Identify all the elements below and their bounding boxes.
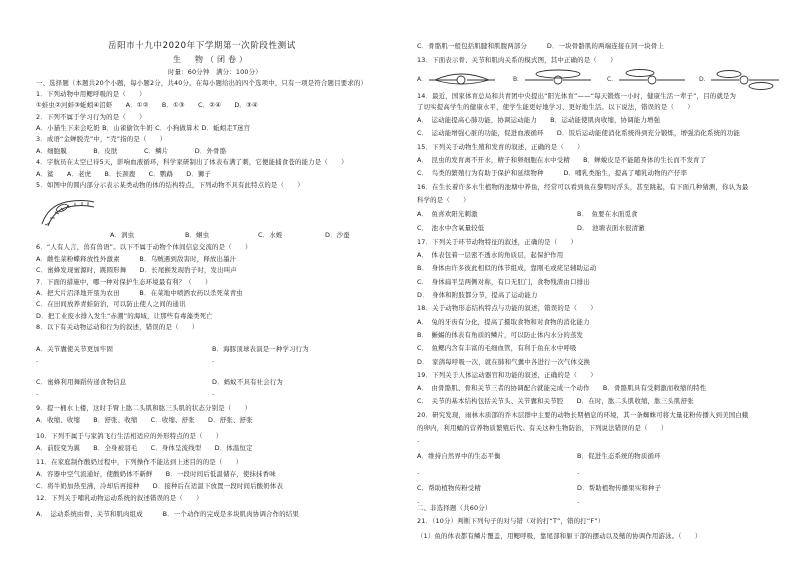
- question-3: 3．成语“金蝉脱壳”中，“壳”指的是（ ）: [36, 135, 167, 143]
- question-10: 10．下列不属于与家鸽飞行生活相适应的外形特点的是（ ）: [36, 432, 223, 440]
- question-8-option-a: A．关节囊使关节更加牢固: [36, 345, 114, 353]
- question-12-options-ab: A． 运动系统由骨、关节和肌肉组成 B．一个动作的完成是多块肌肉协调合作的结果: [36, 510, 299, 518]
- question-6-options-ab: A．雌性菜粉蝶释放性外激素 B．乌贼遇到敌害时，释放出墨汁: [36, 255, 237, 263]
- question-4: 4．宇航员在太空已待5天，影响血液循环，科学家研制出了体表布满了刺，它便能捕食苍的能力是（ ）: [36, 158, 348, 166]
- section-one-heading: 一、选择题（本题共20个小题，每小题2分，共40分。在每小题给出的四个选项中，只有一项是符合题目要求的）: [36, 79, 368, 87]
- question-2-options: A．小猫生下来会吃奶 B．山雀偷饮牛奶 C．小狗做算术 D．蚯蚓走T迷宫: [36, 124, 251, 132]
- question-8-option-b: B．海豚顶球表演是一种学习行为: [212, 345, 309, 353]
- question-20-cont: 的卵内，利用蛹的营养物质繁殖后代。有关这种生物防治，下列说法错误的是（ ）: [417, 424, 668, 432]
- question-21: 21．（10分）判断下列句子的对与错（对的打“T”，错的打“F”）: [417, 517, 605, 525]
- right-column: [397, 0, 794, 562]
- question-9: 9．提一桶水上楼，这时手臂上肱二头肌和肱三头肌的状态分别是（ ）: [36, 404, 252, 412]
- question-4-options: A．鲨 A．老虎 B．长颈鹿 C．鹦鹉 D．狮子: [36, 170, 212, 178]
- question-7-options-ab: A．把大片沼泽地开垦为农田 B．在菜地中喷洒农药以杀死菜青虫: [36, 289, 243, 297]
- question-6: 6．“人有人言，兽有兽语”。以下不属于动物个体间信息交流的是（ ）: [36, 243, 252, 251]
- question-15: 15．下列关于动物生殖和发育的叙述，正确的是（ ）: [417, 143, 584, 151]
- question-17-option-a: A． 体表包着一层密不透水的角质层，起保护作用: [417, 251, 564, 259]
- question-16-cont: 科学的是（ ）: [417, 196, 470, 204]
- question-16-option-a: A． 鱼喜欢阳光刺激: [417, 210, 478, 218]
- blank-dot: .: [36, 356, 39, 364]
- blank-dot: .: [36, 389, 39, 397]
- question-13: 13．下面表示骨、关节和肌肉关系的模式图，其中正确的是（ ）: [417, 56, 617, 64]
- question-16: 16．在生长着许多水生植物的池塘中养鱼，经常可以看到鱼在黎明时浮头，甚至跳起，有下面几种猜测，你认为最: [417, 183, 749, 191]
- question-17-option-b: B． 身体由许多彼此相似的体节组成，靠刚毛或疣足辅助运动: [417, 264, 597, 272]
- question-1-options: ①蛙虫②河蚌③蚯蚓④沼虾 A．①② B．①③ C．②④ D．③④: [36, 101, 258, 109]
- blank-dot: .: [577, 468, 580, 476]
- figure-c: [607, 70, 685, 85]
- question-11-options-cd: C．将牛奶加热至沸，冷却后再接种 D．接种后在适温下放置一段时间后酸奶体表: [36, 482, 284, 490]
- question-6-options-cd: C．蜜蜂发现蜜源时，跳圆形舞 D．长尾猴发现豹子时，发出叫声: [36, 266, 237, 274]
- question-20-option-b: B．促进生态系统的物质循环: [577, 452, 661, 460]
- blank-dot: .: [212, 356, 215, 364]
- svg-text:D．: D．: [699, 76, 710, 83]
- question-5-option-d: D．沙蚕: [325, 231, 350, 239]
- question-7-option-d: D．把工业废水排入发生“赤潮”的海域，让那些有毒藻类死亡: [36, 312, 213, 320]
- question-10-options: A．前肢变为翼 B．全身被羽毛 C．身体呈流线型 D．体温恒定: [36, 444, 253, 452]
- question-5-option-a: A．涡虫: [110, 231, 135, 239]
- question-9-options: A．收缩、收缩 B．舒张、收缩 C．收缩、舒张 D．舒张、舒张: [36, 416, 253, 424]
- question-16-option-c: C． 池水中含氧量较低: [417, 224, 485, 232]
- question-12: 12．下列关于哺乳动物运动系统的叙述错误的是（ ）: [36, 494, 203, 502]
- question-17-option-d: D． 身体和附肢都分节，提高了运动能力: [417, 291, 538, 299]
- question-16-option-d: D． 池塘表面水很清澈: [577, 224, 645, 232]
- blank-dot: .: [577, 497, 580, 505]
- question-19-options-ab: A． 由骨骼肌、骨和关节三者的协调配合就能完成一个动作 B．骨骼肌具有受刺激而收缩的特性: [417, 384, 707, 392]
- svg-text:A．: A．: [417, 76, 428, 83]
- question-17: 17．下列关于环节动物特征的叙述，正确的是（ ）: [417, 238, 578, 246]
- question-11: 11．在家庭制作酸奶过程中，下列操作不能达到上述目的的是（ ）: [36, 458, 243, 466]
- section-two-heading: 二、非选择题（共60分）: [417, 504, 492, 512]
- question-8-option-c: C．蜜蜂利用舞蹈传递食物信息: [36, 378, 127, 386]
- question-18-option-d: D． 家鸽每呼吸一次，就在肺和气囊中各进行一次气体交换: [417, 358, 591, 366]
- blank-dot: .: [417, 436, 420, 444]
- question-12-options-cd: C．骨骼肌一般包括肌腱和肌腹两部分 D．一块骨骼肌的两端连接在同一块骨上: [417, 42, 665, 50]
- question-21-item-1: （1）鱼的体表都有鳞片覆盖，用鳃呼吸，靠尾部和躯干部的摆动以及鳍的协调作用游泳。（ ）: [417, 532, 702, 540]
- exam-subject: 生 物（闭卷）: [173, 55, 250, 64]
- question-14-options-ab: A． 运动能提高心肺功能，协调运动能力 B．运动能使肌肉收缩，协调能力增强: [417, 116, 661, 124]
- question-17-option-c: C． 身体扁平呈两侧对称，有口无肛门，食物残渣由口排出: [417, 278, 590, 286]
- question-14: 14．最近，国家体育总局和共青团中央提出“阳光体育”——“每天锻炼一小时，健康生活一辈子”，目的就是为: [417, 92, 737, 100]
- exam-meta: 时量：60分钟 满分：100分）: [168, 68, 262, 76]
- question-5: 5．如图中的圆内部分示表示某类动物的体的结构特点，下列动物不具有此特点的是（ ）: [36, 181, 304, 189]
- question-20-option-d: D．帮助植物传播果实和种子: [577, 484, 662, 492]
- question-15-options-ab: A． 昆虫的发育离不开水，精子和卵细胞在水中受精 B．蝉蜕皮是不能随身体的生长而不发育了: [417, 156, 707, 164]
- question-8: 8．以下有关动物运动和行为的叙述，错误的是（ ）: [36, 323, 199, 331]
- exam-title: 岳阳市十九中2020年下学期第一次阶段性测试: [108, 41, 296, 51]
- question-18-option-a: A． 兔的牙齿有分化，提高了摄取食物和对食物的消化能力: [417, 318, 590, 326]
- figure-a: [417, 74, 495, 84]
- question-16-option-b: B． 鱼要在水面觅食: [577, 210, 638, 218]
- question-7-option-c: C．在田间放养青蛙防治，可以防止使人之间的通讯: [36, 300, 186, 308]
- question-15-options-cd: C． 鸟类的繁殖行为有助于保护和延续物种 D．哺乳类胎生，提高了哺乳动物的产仔率: [417, 169, 688, 177]
- figure-d: [699, 71, 779, 90]
- question-11-options-ab: A．容器中空气流通好，使酸奶体不新鲜 B．一段时间后低温储存，使抹抹香味: [36, 470, 276, 478]
- svg-text:C．: C．: [607, 76, 618, 83]
- question-8-option-d: D．蚂蚁不具有社会行为: [212, 378, 284, 386]
- question-20-option-c: C．帮助植物传粉受精: [417, 484, 481, 492]
- question-14-cont: 了切实提高学生的健康水平，使学生能更好地学习、更好地生活。以下说法，错误的是（ ）: [417, 103, 694, 111]
- blank-dot: .: [417, 497, 420, 505]
- question-14-options-cd: C． 运动能增强心脏的功能，促进血液循环 D．饭后运动能使消化系统得到充分锻炼，增强消化系统的功能: [417, 129, 740, 137]
- question-18-option-b: B． 蜥蜴的体表有角质的鳞片，可以防止体内水分的蒸发: [417, 331, 584, 339]
- question-1: 1．下列动物中用鳃呼吸的是（ ）: [36, 90, 146, 98]
- blank-dot: .: [212, 389, 215, 397]
- blank-dot: .: [417, 468, 420, 476]
- question-5-option-b: B．蛔虫: [185, 231, 210, 239]
- question-19-options-cd: C． 关节的基本结构包括关节头、关节囊和关节腔 D．在时，肱二头肌收缩，肱三头肌舒张: [417, 397, 694, 405]
- svg-text:B．: B．: [513, 76, 524, 83]
- question-3-options: A．细胞膜 B．皮肤 C．鳞片 D．外骨骼: [36, 147, 227, 155]
- question-7: 7．下面的措施中，哪一种对保护生态环境最有利？（ ）: [36, 278, 212, 286]
- figure-b: [513, 70, 591, 84]
- question-2: 2．下列不属于学习行为的是（ ）: [36, 113, 146, 121]
- question-19: 19．下列关于人体运动器官和功能的叙述，正确的是（ ）: [417, 371, 597, 379]
- question-5-option-c: C．水蛭: [258, 231, 283, 239]
- question-20: 20．研究发现，雨林木质部的乔木层群中主要的动物长期栖息的环境，其一条蜘蛛可将大量花粉传播入到美国白蛾: [417, 411, 749, 419]
- question-18: 18．关于动物形态结构特点与功能的叙述，错误的是（ ）: [417, 304, 597, 312]
- question-18-option-c: C． 鱼鳃内含有丰富的毛细血管，有利于鱼在水中呼吸: [417, 344, 577, 352]
- worm-figure: [38, 194, 98, 228]
- bone-joint-muscle-figures: [417, 66, 787, 92]
- question-20-option-a: A．维持自然界中的生态平衡: [417, 452, 501, 460]
